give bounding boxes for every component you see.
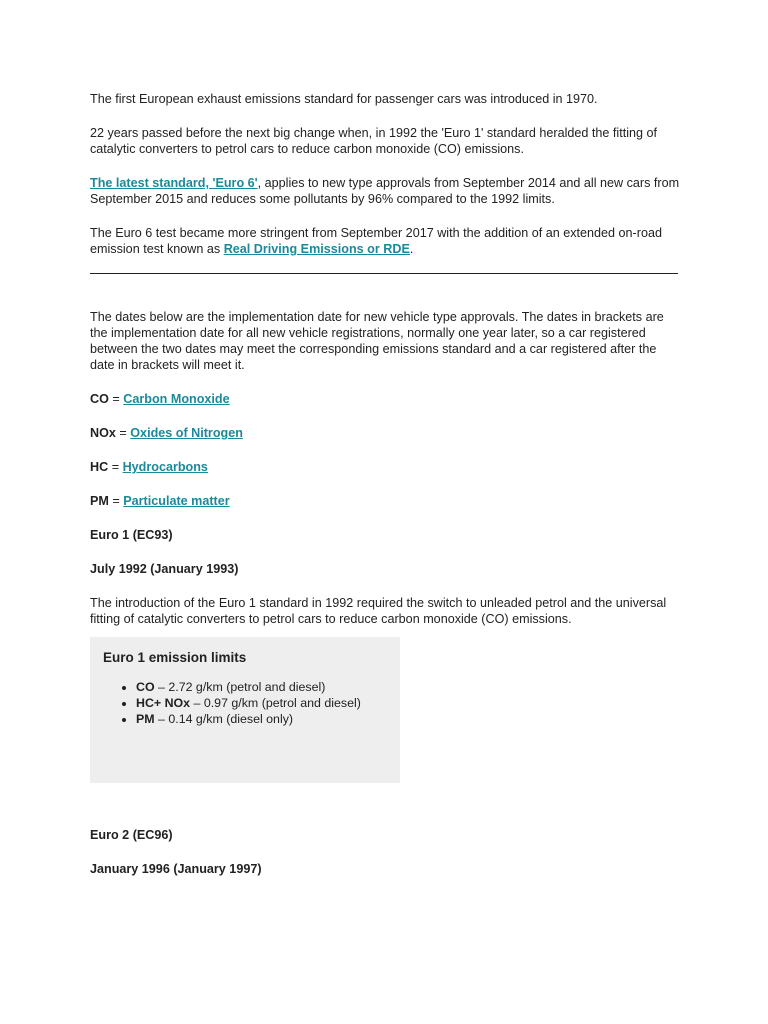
hydrocarbons-link[interactable]: Hydrocarbons (122, 460, 208, 474)
particulate-matter-link[interactable]: Particulate matter (123, 494, 230, 508)
pollutant-limit: – 2.72 g/km (petrol and diesel) (154, 680, 326, 694)
abbreviation-sep: = (108, 494, 124, 508)
article-content (90, 91, 680, 895)
euro2-heading: Euro 2 (EC96) (90, 828, 173, 842)
euro1-limits-box (90, 637, 400, 783)
oxides-of-nitrogen-link[interactable]: Oxides of Nitrogen (130, 426, 243, 440)
list-item (136, 679, 388, 695)
rde-link[interactable]: Real Driving Emissions or RDE (223, 242, 410, 256)
pollutant-name: HC+ NOx (136, 696, 191, 710)
list-item (136, 711, 388, 727)
abbreviation-sep: = (108, 460, 123, 474)
carbon-monoxide-link[interactable]: Carbon Monoxide (123, 392, 230, 406)
euro6-link[interactable]: The latest standard, 'Euro 6' (90, 176, 258, 190)
pollutant-limit: – 0.14 g/km (diesel only) (154, 712, 294, 726)
abbreviation-pm (90, 493, 680, 509)
abbreviation-co (90, 391, 680, 407)
euro1-limits-list (103, 679, 388, 727)
euro2-date: January 1996 (January 1997) (90, 862, 262, 876)
pollutant-name: PM (136, 712, 155, 726)
euro1-limits-title: Euro 1 emission limits (103, 650, 247, 665)
abbreviation-sep: = (115, 426, 131, 440)
intro-paragraph-2: 22 years passed before the next big change when, in 1992 the 'Euro 1' standard heralded the fitting of catalytic converters to petrol cars to reduce carbon monoxide (CO) emissions. (90, 126, 658, 156)
euro1-description: The introduction of the Euro 1 standard in 1992 required the switch to unleaded petrol and the universal fitting of catalytic converters to petrol cars to reduce carbon monoxide (CO) emissions. (90, 596, 667, 626)
intro-paragraph-1: The first European exhaust emissions standard for passenger cars was introduced in 1970. (90, 92, 598, 106)
divider (90, 273, 678, 274)
abbreviation-key: NOx (90, 426, 116, 440)
intro-paragraph-3 (90, 175, 680, 207)
abbreviation-key: HC (90, 460, 109, 474)
intro-paragraph-4-end: . (409, 242, 414, 256)
dates-note: The dates below are the implementation date for new vehicle type approvals. The dates in brackets are the implementation date for all new vehicle registrations, normally one year later, so a car registered between the two dates may meet the corresponding emissions standard and a car registered after the date in brackets will meet it. (90, 310, 664, 372)
abbreviation-list (90, 391, 680, 509)
pollutant-name: CO (136, 680, 155, 694)
euro1-date: July 1992 (January 1993) (90, 562, 239, 576)
pollutant-limit: – 0.97 g/km (petrol and diesel) (190, 696, 361, 710)
euro1-heading: Euro 1 (EC93) (90, 528, 173, 542)
list-item (136, 695, 388, 711)
abbreviation-key: PM (90, 494, 109, 508)
abbreviation-sep: = (108, 392, 124, 406)
abbreviation-hc (90, 459, 680, 475)
intro-paragraph-4-text: The Euro 6 test became more stringent from September 2017 with the addition of an extended on-road emission test known as (90, 226, 662, 256)
abbreviation-nox (90, 425, 680, 441)
intro-paragraph-4 (90, 225, 680, 257)
abbreviation-key: CO (90, 392, 109, 406)
intro-paragraph-3-text: , applies to new type approvals from September 2014 and all new cars from September 2015 and reduces some pollutants by 96% compared to the 1992 limits. (90, 176, 680, 206)
